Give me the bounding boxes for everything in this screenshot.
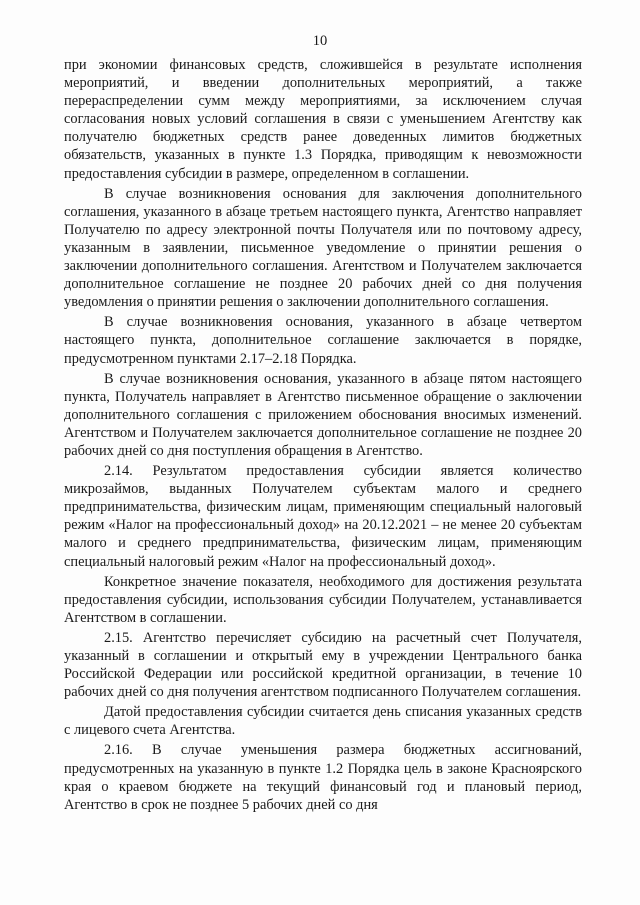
paragraph-indicator-value: Конкретное значение показателя, необходимого для достижения результата предоставления субсидии, использования субсидии Получателем, устанавливается Агентством в соглашении. [64, 573, 582, 626]
document-body [64, 56, 582, 814]
paragraph-continuation: при экономии финансовых средств, сложившейся в результате исполнения мероприятий, и введении дополнительных мероприятий, а также перераспределении сумм между мероприятиями, за исключением случая согласования новых условий соглашения в связи с уменьшением Агентству как получателю бюджетных средств ранее доведенных лимитов бюджетных обязательств, указанных в пункте 1.3 Порядка, приводящим к невозможности предоставления субсидии в размере, определенном в соглашении. [64, 57, 582, 182]
paragraph-additional-agreement-basis-5: В случае возникновения основания, указанного в абзаце пятом настоящего пункта, Получатель направляет в Агентство письменное обращение о заключении дополнительного соглашения с приложением обоснования вносимых изменений. Агентством и Получателем заключается дополнительное соглашение не позднее 20 рабочих дней со дня поступления обращения в Агентство. [64, 370, 582, 459]
paragraph-clause-2-16: 2.16. В случае уменьшения размера бюджетных ассигнований, предусмотренных на указанную в пункте 1.2 Порядка цель в законе Красноярского края о краевом бюджете на текущий финансовый год и плановый период, Агентство в срок не позднее 5 рабочих дней со дня [64, 742, 582, 813]
paragraph-additional-agreement-basis-3: В случае возникновения основания для заключения дополнительного соглашения, указанного в абзаце третьем настоящего пункта, Агентство направляет Получателю по адресу электронной почты Получателя или по почтовому адресу, указанным в заявлении, письменное уведомление о принятии решения о заключении дополнительного соглашения. Агентством и Получателем заключается дополнительное соглашение не позднее 20 рабочих дней со дня получения уведомления о принятии решения о заключении дополнительного соглашения. [64, 185, 582, 311]
paragraph-clause-2-14: 2.14. Результатом предоставления субсидии является количество микрозаймов, выданных Получателем субъектам малого и среднего предпринимательства, физическим лицам, применяющим специальный налоговый режим «Налог на профессиональный доход» на 20.12.2021 – не менее 20 субъектам малого и среднего предпринимательства, физическим лицам, применяющим специальный налоговый режим «Налог на профессиональный доход». [64, 463, 582, 570]
paragraph-clause-2-15: 2.15. Агентство перечисляет субсидию на расчетный счет Получателя, указанный в соглашении и открытый ему в учреждении Центрального банка Российской Федерации или российской кредитной организации, в течение 10 рабочих дней со дня получения агентством подписанного Получателем соглашения. [64, 629, 582, 701]
paragraph-additional-agreement-basis-4: В случае возникновения основания, указанного в абзаце четвертом настоящего пункта, дополнительное соглашение заключается в порядке, предусмотренном пунктами 2.17–2.18 Порядка. [64, 314, 582, 367]
page-number: 10 [312, 33, 328, 49]
paragraph-subsidy-date: Датой предоставления субсидии считается день списания указанных средств с лицевого счета Агентства. [64, 704, 582, 739]
